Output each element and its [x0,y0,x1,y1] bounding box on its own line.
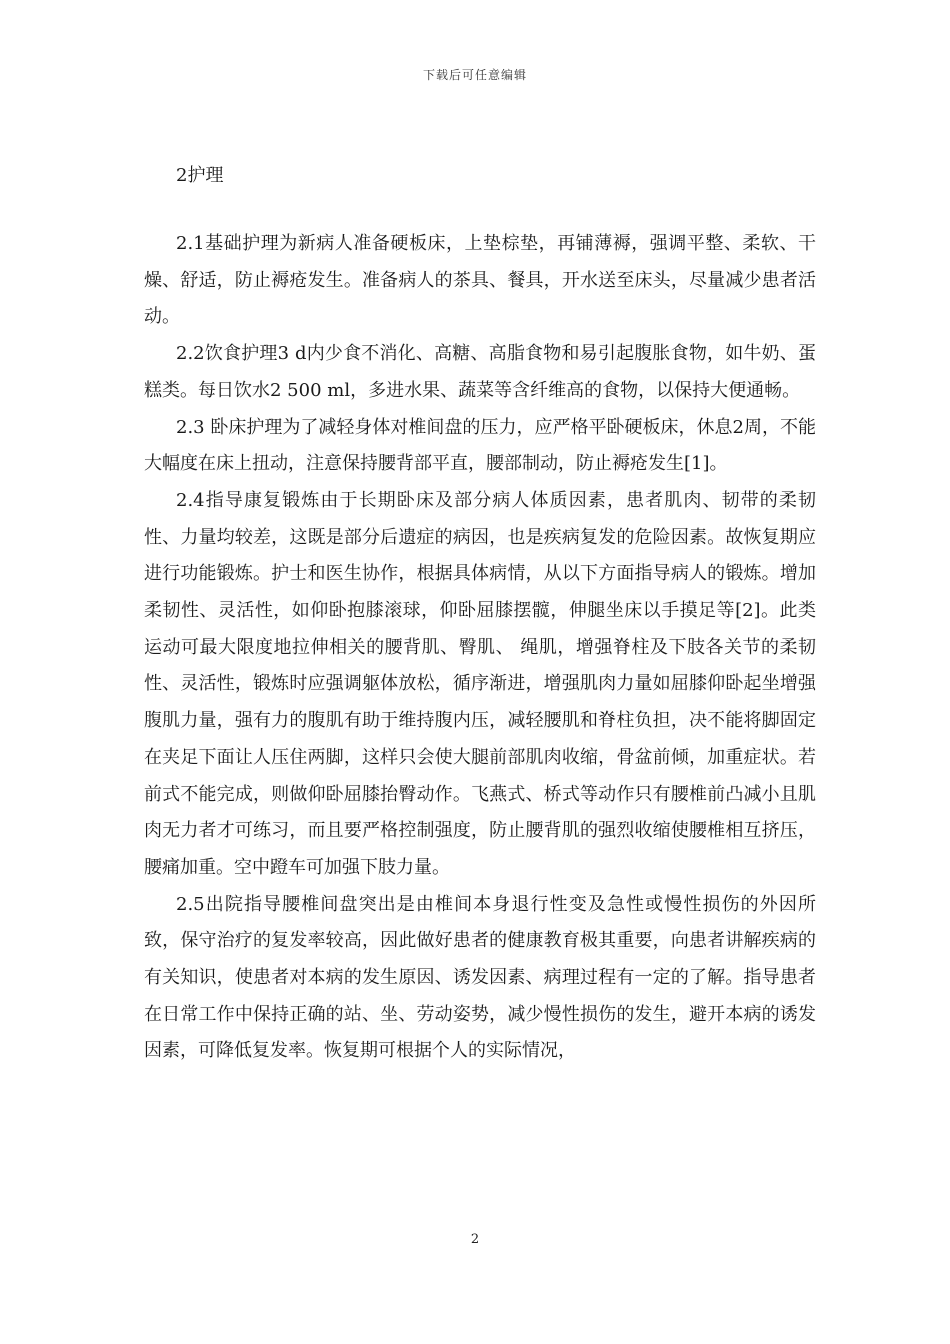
paragraph-discharge-guidance: 2.5出院指导腰椎间盘突出是由椎间本身退行性变及急性或慢性损伤的外因所致，保守治疗的复发率较高，因此做好患者的健康教育极其重要，向患者讲解疾病的有关知识，使患者对本病的发生原因、诱发因素、病理过程有一定的了解。指导患者在日常工作中保持正确的站、坐、劳动姿势，减少慢性损伤的发生，避开本病的诱发因素，可降低复发率。恢复期可根据个人的实际情况， [144,893,816,1062]
paragraph-diet-care: 2.2饮食护理3 d内少食不消化、高糖、高脂食物和易引起腹胀食物，如牛奶、蛋糕类。每日饮水2 500 ml，多进水果、蔬菜等含纤维高的食物，以保持大便通畅。 [144,343,816,401]
paragraph-bed-rest-care: 2.3 卧床护理为了减轻身体对椎间盘的压力，应严格平卧硬板床，休息2周，不能大幅度在床上扭动，注意保持腰背部平直，腰部制动，防止褥疮发生[1]。 [144,416,816,475]
paragraph-rehab-exercise: 2.4指导康复锻炼由于长期卧床及部分病人体质因素，患者肌肉、韧带的柔韧性、力量均较差，这既是部分后遗症的病因，也是疾病复发的危险因素。故恢复期应进行功能锻炼。护士和医生协作，根据具体病情，从以下方面指导病人的锻炼。增加柔韧性、灵活性，如仰卧抱膝滚球，仰卧屈膝摆髋，伸腿坐床以手摸足等[2]。此类运动可最大限度地拉伸相关的腰背肌、臀肌、 绳肌，增强脊柱及下肢各关节的柔韧性、灵活性，锻炼时应强调躯体放松，循序渐进，增强肌肉力量如屈膝仰卧起坐增强腹肌力量，强有力的腹肌有助于维持腹内压，减轻腰肌和脊柱负担，决不能将脚固定在夹足下面让人压住两脚，这样只会使大腿前部肌肉收缩，骨盆前倾，加重症状。若前式不能完成，则做仰卧屈膝抬臀动作。飞燕式、桥式等动作只有腰椎前凸减小且肌肉无力者才可练习，而且要严格控制强度，防止腰背肌的强烈收缩使腰椎相互挤压，腰痛加重。空中蹬车可加强下肢力量。 [144,489,816,878]
page-header: 下载后可任意编辑 [422,68,527,82]
page-number: 2 [470,1232,480,1247]
paragraph-basic-care: 2.1基础护理为新病人准备硬板床，上垫棕垫，再铺薄褥，强调平整、柔软、干燥、舒适，防止褥疮发生。准备病人的茶具、餐具，开水送至床头，尽量减少患者活动。 [144,233,816,328]
document-body [144,158,816,1070]
section-heading: 2护理 [176,165,224,186]
